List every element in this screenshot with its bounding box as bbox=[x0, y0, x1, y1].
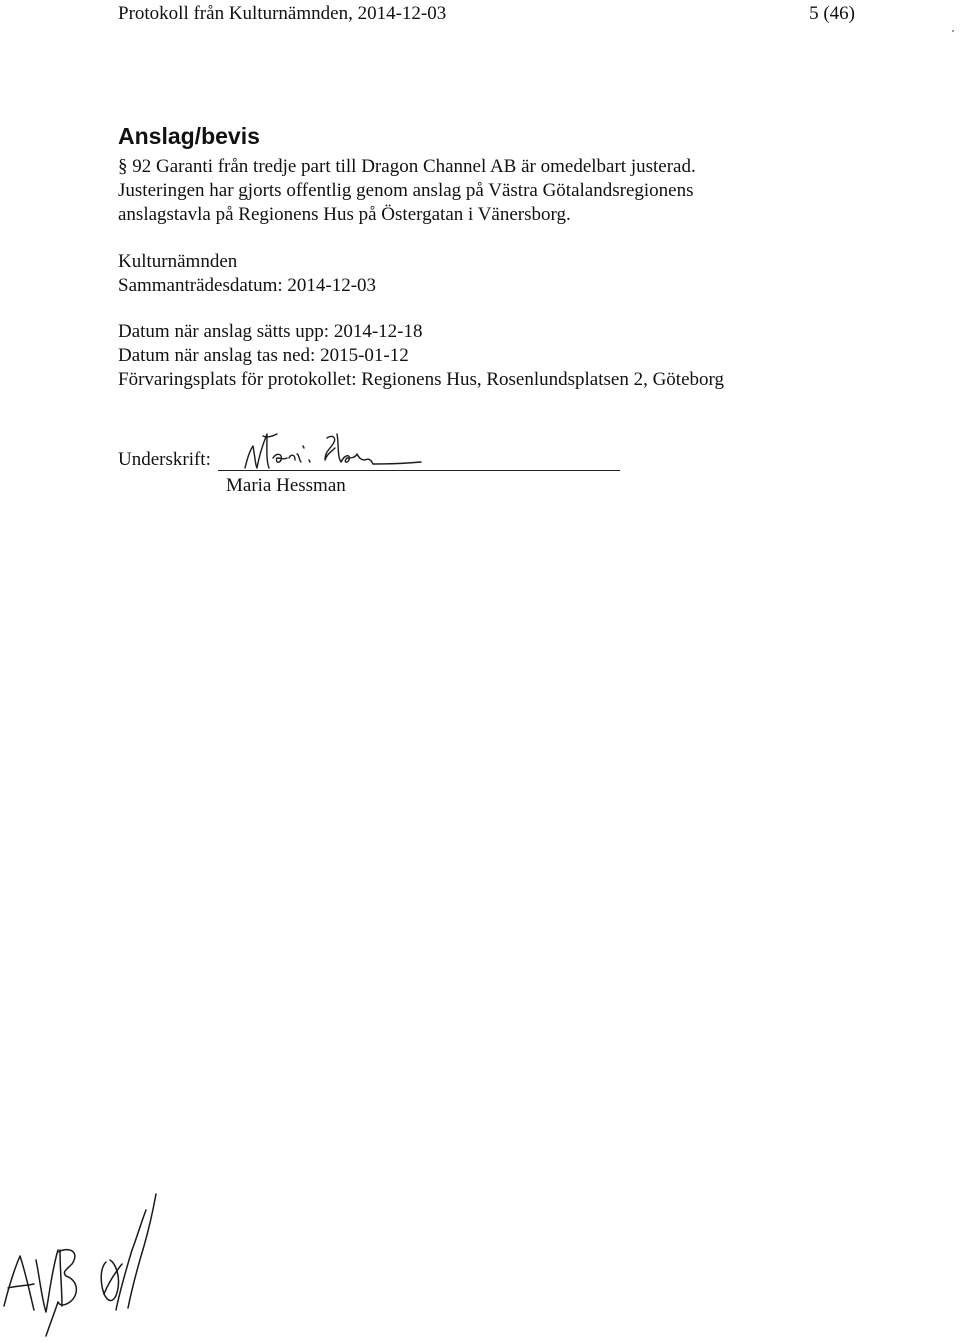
signatory-name: Maria Hessman bbox=[226, 475, 346, 496]
committee-name: Kulturnämnden bbox=[118, 251, 238, 272]
page-number: 5 (46) bbox=[809, 3, 855, 24]
handwritten-signature bbox=[233, 424, 443, 474]
posting-paragraph bbox=[118, 320, 838, 392]
justification-paragraph bbox=[118, 155, 838, 227]
paragraph-line: Justeringen har gjorts offentlig genom anslag på Västra Götalandsregionens bbox=[118, 180, 694, 201]
paragraph-line: § 92 Garanti från tredje part till Dragon Channel AB är omedelbart justerad. bbox=[118, 156, 696, 177]
signature-block bbox=[118, 410, 638, 510]
handwritten-initials bbox=[0, 1190, 170, 1340]
document-title: Protokoll från Kulturnämnden, 2014-12-03 bbox=[118, 3, 447, 24]
signature-line bbox=[218, 470, 620, 471]
meeting-date: Sammanträdesdatum: 2014-12-03 bbox=[118, 275, 377, 296]
page-header bbox=[118, 1, 855, 27]
posting-down-date: Datum när anslag tas ned: 2015-01-12 bbox=[118, 345, 409, 366]
posting-up-date: Datum när anslag sätts upp: 2014-12-18 bbox=[118, 321, 423, 342]
storage-location: Förvaringsplats för protokollet: Regionens Hus, Rosenlundsplatsen 2, Göteborg bbox=[118, 369, 725, 390]
committee-paragraph bbox=[118, 250, 838, 298]
paragraph-line: anslagstavla på Regionens Hus på Östergatan i Vänersborg. bbox=[118, 204, 571, 225]
scan-speck bbox=[952, 30, 954, 32]
section-heading: Anslag/bevis bbox=[118, 123, 260, 149]
signature-label: Underskrift: bbox=[118, 449, 211, 470]
